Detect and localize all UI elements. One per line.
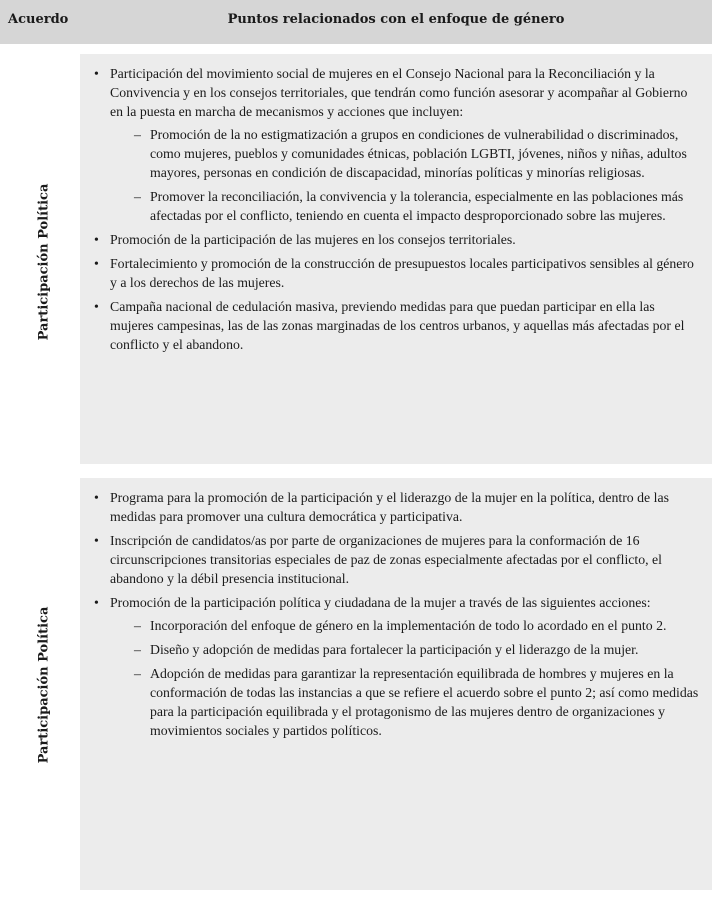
sub-list-item [110, 616, 700, 635]
list-item [86, 230, 700, 249]
list-item [86, 64, 700, 225]
bullet-text: Promoción de la participación política y ciudadana de la mujer a través de las siguientes acciones: [110, 595, 651, 610]
header-gender-points: Puntos relacionados con el enfoque de género [227, 12, 565, 27]
section-1-label: Participación Política [36, 183, 52, 341]
bullet-text: Promoción de la participación de las mujeres en los consejos territoriales. [110, 232, 516, 247]
table-header [0, 0, 712, 44]
sub-list-item [110, 187, 700, 225]
header-agreement: Acuerdo [8, 12, 69, 27]
sub-bullet-text: Diseño y adopción de medidas para fortalecer la participación y el liderazgo de la mujer. [150, 642, 639, 657]
bullet-text: Campaña nacional de cedulación masiva, previendo medidas para que puedan participar en ella las mujeres campesinas, las de las zonas marginadas de los centros urbanos, y aquellas más afectadas por el conflicto y el abandono. [110, 299, 685, 352]
sub-list-item [110, 125, 700, 182]
section-1-content [86, 64, 700, 359]
sub-bullet-text: Incorporación del enfoque de género en la implementación de todo lo acordado en el punto 2. [150, 618, 667, 633]
bullet-text: Programa para la promoción de la participación y el liderazgo de la mujer en la política, dentro de las medidas para promover una cultura democrática y participativa. [110, 490, 669, 524]
bullet-text: Participación del movimiento social de mujeres en el Consejo Nacional para la Reconciliación y la Convivencia y en los consejos territoriales, que tendrán como función asesorar y acompañar al Gobierno en la puesta en marcha de mecanismos y acciones que incluyen: [110, 66, 688, 119]
list-item [86, 488, 700, 526]
list-item [86, 593, 700, 740]
section-2-label: Participación Política [36, 606, 52, 764]
sub-bullet-text: Adopción de medidas para garantizar la representación equilibrada de hombres y mujeres en la conformación de todas las instancias a que se refiere el acuerdo sobre el punto 2; así como medidas para la participación equilibrada y el protagonismo de las mujeres dentro de organizaciones y movimientos sociales y partidos políticos. [150, 666, 699, 738]
bullet-text: Inscripción de candidatos/as por parte de organizaciones de mujeres para la conformación de 16 circunscripciones transitorias especiales de paz de zonas especialmente afectadas por el conflicto, el abandono y la débil presencia institucional. [110, 533, 663, 586]
section-2-content [86, 488, 700, 745]
list-item [86, 531, 700, 588]
bullet-text: Fortalecimiento y promoción de la construcción de presupuestos locales participativos sensibles al género y a los derechos de las mujeres. [110, 256, 694, 290]
sub-bullet-text: Promoción de la no estigmatización a grupos en condiciones de vulnerabilidad o discriminados, como mujeres, pueblos y comunidades étnicas, población LGBTI, jóvenes, niños y niñas, adultos mayores, personas en condición de discapacidad, minorías políticas y minorías religiosas. [150, 127, 687, 180]
list-item [86, 297, 700, 354]
sub-list-item [110, 664, 700, 740]
list-item [86, 254, 700, 292]
sub-bullet-text: Promover la reconciliación, la convivencia y la tolerancia, especialmente en las poblaciones más afectadas por el conflicto, teniendo en cuenta el impacto desproporcionado sobre las mujeres. [150, 189, 684, 223]
sub-list-item [110, 640, 700, 659]
